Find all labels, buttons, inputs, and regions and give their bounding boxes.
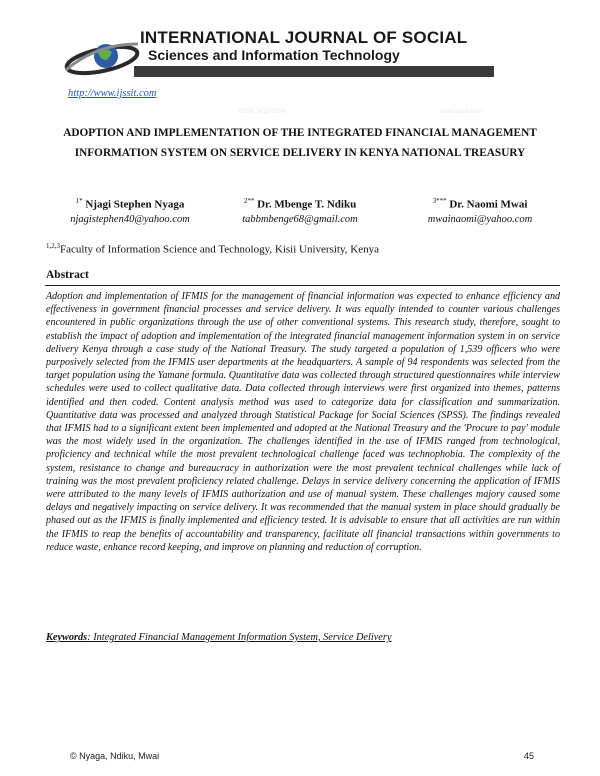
issn-label: ISSN 2412-0294 [238,108,287,115]
abstract-divider [45,285,560,286]
affiliation: $^{1,2,3}$Faculty of Information Science and Technology, Kisii University, Kenya [46,242,379,256]
author-name: $^{3***}$ Dr. Naomi Mwai [432,197,528,211]
keywords-label: Keywords [46,632,88,643]
author-email: tabbmbenge68@gmail.com [242,213,358,225]
author-name: $^{2**}$ Dr. Mbenge T. Ndiku [243,197,357,211]
keywords-text: : Integrated Financial Management Information System, Service Delivery [87,632,392,643]
banner-bar [134,66,494,115]
journal-subtitle: Sciences and Information Technology [148,47,400,63]
journal-link[interactable]: http://www.ijssit.com [68,88,157,99]
author-email: njagistephen40@yahoo.com [70,213,190,225]
keywords-line [46,632,391,643]
abstract-heading: Abstract [46,269,89,281]
page-number: 45 [524,751,535,761]
author-1 [50,197,210,225]
author-3 [400,197,560,225]
footer-copyright: © Nyaga, Ndiku, Mwai [70,751,160,761]
author-2 [220,197,380,225]
paper-title: ADOPTION AND IMPLEMENTATION OF THE INTEGRATED FINANCIAL MANAGEMENT INFORMATION SYSTEM ON SERVICE DELIVERY IN KENYA NATIONAL TREASURY [63,127,537,159]
author-email: mwainaomi@yahoo.com [427,213,533,225]
globe-swoosh-icon [62,30,142,86]
banner-url: www.ijssit.com [439,108,482,115]
author-name: $^{1*}$ Njagi Stephen Nyaga [75,197,185,211]
journal-title: INTERNATIONAL JOURNAL OF SOCIAL [140,28,468,47]
abstract-body: Adoption and implementation of IFMIS for the management of financial information was expected to enhance efficiency and effectiveness in government financial processes and service delivery. It was equally intended to counter various challenges encountered in public organizations through the use of other conventional systems. This research study, therefore, sought to establish the impact of adoption and implementation of the integrated financial management information system in on service delivery Kenya through a case study of the National Treasury. The study targeted a population of 1,539 officers who were purposively selected from the IFMIS user departments at the headquarters. A sample of 94 respondents was selected from the target population using the Yamane formula. Quantitative data was collected through structured questionnaires while interview schedules were used to collect qualitative data. Data collected through interviews were first organized into themes, patterns identified and then coded. Content analysis method was used to categorize data for classification and summarization. Quantitative data was processed and analyzed through Statistical Package for Social Sciences (SPSS). The findings revealed that IFMIS had to a significant extent been implemented and adopted at the National Treasury and the 'Procure to pay' module was the most widely used in the organization. The challenges identified in the use of IFMIS ranged from technological, proficiency and technical while the most prevalent technological challenge faced was technophobia. The complexity of the system, resistance to change and bureaucracy in authorization were the most prevalent technical challenges while lack of training was the most prevalent proficiency related challenge. Delays in service delivery concerning the application of IFMIS were attributed to the many levels of IFMIS authorization and use of manual system. These challenges majory caused some delays and negatively impacting on service delivery. It was recommended that the manual system in place should gradually be phased out as the IFMIS is finally implemented and efficiency tested. It is advisable to ensure that all activities are run within the IFMIS to reap the benefits of accountability and transparency, facilitate all financial transactions within governments to reduce waste, enhance record keeping, and improve on planning and reduction of corruption. [46,291,560,553]
